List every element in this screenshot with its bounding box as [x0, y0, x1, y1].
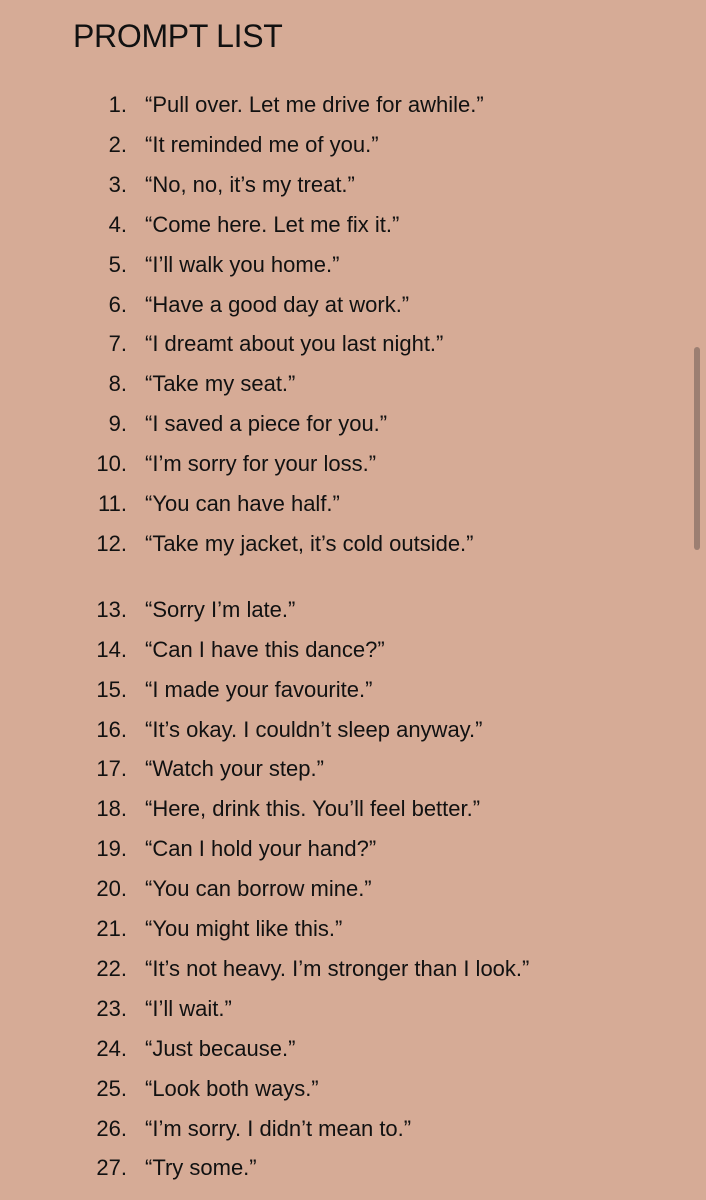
- list-item-number: 12.: [96, 530, 127, 556]
- list-item-number: 3.: [108, 171, 127, 197]
- list-item-text: “I’ll wait.”: [145, 995, 232, 1021]
- list-item-text: “Can I have this dance?”: [145, 636, 385, 662]
- list-item-text: “Take my jacket, it’s cold outside.”: [145, 530, 474, 556]
- list-item-text: “You might like this.”: [145, 916, 343, 941]
- list-item: [0, 449, 706, 479]
- list-item-text: “It reminded me of you.”: [145, 131, 379, 157]
- list-item: [0, 834, 706, 864]
- list-item: [0, 489, 706, 519]
- list-item: [0, 1034, 706, 1064]
- list-item: [0, 954, 706, 984]
- list-item-number: 25.: [96, 1075, 127, 1101]
- list-item: [0, 1153, 706, 1183]
- list-item-text: “Sorry I’m late.”: [145, 596, 296, 622]
- list-item-text: “Watch your step.”: [145, 756, 324, 782]
- list-item-number: 9.: [108, 411, 127, 437]
- list-item: [0, 994, 706, 1024]
- list-item-number: 4.: [108, 211, 127, 237]
- list-item-text: “Look both ways.”: [145, 1075, 319, 1101]
- list-item-number: 16.: [96, 716, 127, 742]
- list-item-text: “I’m sorry. I didn’t mean to.”: [145, 1115, 412, 1141]
- list-item-text: “Take my seat.”: [145, 371, 296, 397]
- list-item: [0, 675, 706, 705]
- list-item: [0, 90, 706, 120]
- list-item-text: “It’s okay. I couldn’t sleep anyway.”: [145, 716, 483, 742]
- list-item-number: 24.: [96, 1035, 127, 1061]
- list-item-number: 2.: [108, 131, 127, 157]
- list-item-number: 18.: [96, 796, 127, 822]
- list-item: [0, 290, 706, 320]
- list-item: [0, 914, 706, 944]
- list-item-text: “I made your favourite.”: [145, 676, 373, 702]
- list-item-number: 13.: [96, 596, 127, 622]
- list-item-number: 23.: [96, 995, 127, 1021]
- list-item-text: “You can have half.”: [145, 491, 340, 516]
- list-item-number: 17.: [96, 756, 127, 782]
- list-item-text: “Here, drink this. You’ll feel better.”: [145, 796, 481, 822]
- list-item: [0, 635, 706, 665]
- list-item: [0, 250, 706, 280]
- list-item-number: 7.: [108, 331, 127, 357]
- list-item: [0, 715, 706, 745]
- page-title: PROMPT LIST: [73, 18, 283, 54]
- list-item-text: “Come here. Let me fix it.”: [145, 211, 400, 237]
- list-item-number: 14.: [96, 636, 127, 662]
- list-item: [0, 409, 706, 439]
- list-item: [0, 1074, 706, 1104]
- list-item-number: 5.: [108, 251, 127, 277]
- list-item: [0, 595, 706, 625]
- list-item: [0, 754, 706, 784]
- list-item-number: 27.: [96, 1155, 127, 1181]
- list-item-text: “Have a good day at work.”: [145, 291, 410, 317]
- list-item-text: “Pull over. Let me drive for awhile.”: [145, 92, 484, 117]
- list-item-text: “Just because.”: [145, 1035, 296, 1061]
- list-item-number: 6.: [108, 291, 127, 317]
- list-item-text: “I dreamt about you last night.”: [145, 331, 444, 357]
- list-item-text: “No, no, it’s my treat.”: [145, 171, 355, 197]
- list-item-number: 11.: [98, 491, 127, 516]
- list-item-number: 1.: [108, 92, 127, 117]
- list-item: [0, 369, 706, 399]
- list-item-text: “I’ll walk you home.”: [145, 251, 340, 277]
- list-item-number: 15.: [96, 676, 127, 702]
- list-item-text: “I’m sorry for your loss.”: [145, 451, 377, 477]
- list-item-number: 20.: [96, 876, 127, 902]
- list-item: [0, 794, 706, 824]
- list-item: [0, 210, 706, 240]
- list-item-number: 8.: [108, 371, 127, 397]
- list-item-number: 10.: [96, 451, 127, 477]
- list-item: [0, 1114, 706, 1144]
- list-item: [0, 529, 706, 559]
- scrollbar-thumb[interactable]: [694, 347, 700, 550]
- list-item: [0, 329, 706, 359]
- list-item: [0, 130, 706, 160]
- list-item-number: 22.: [96, 955, 127, 981]
- list-item-number: 26.: [96, 1115, 127, 1141]
- list-item-number: 21.: [96, 916, 127, 941]
- list-item: [0, 874, 706, 904]
- list-item-number: 19.: [96, 836, 127, 862]
- list-item: [0, 170, 706, 200]
- list-item-text: “You can borrow mine.”: [145, 876, 372, 902]
- list-item-text: “Try some.”: [145, 1155, 257, 1181]
- list-item-text: “I saved a piece for you.”: [145, 411, 388, 437]
- list-item-text: “It’s not heavy. I’m stronger than I look.”: [145, 955, 530, 981]
- list-item-text: “Can I hold your hand?”: [145, 836, 377, 862]
